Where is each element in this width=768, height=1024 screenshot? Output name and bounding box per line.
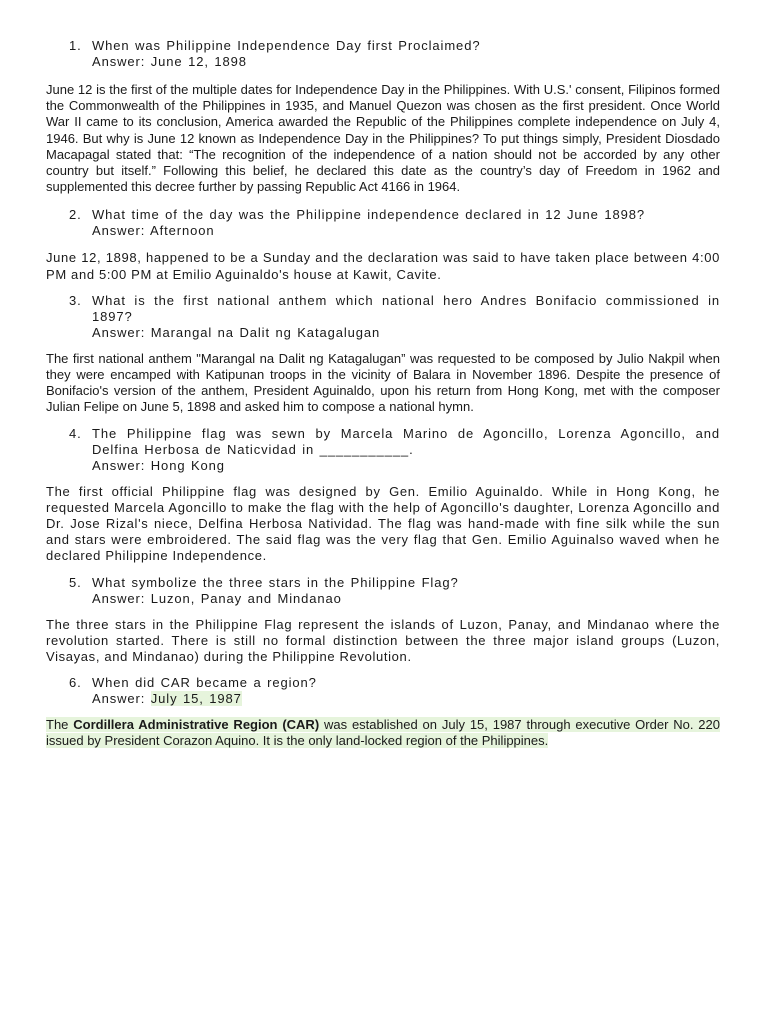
explanation-paragraph-6 bbox=[46, 717, 720, 749]
question-1 bbox=[46, 38, 720, 70]
explanation-paragraph-2: June 12, 1898, happened to be a Sunday and the declaration was said to have taken place between 4:00 PM and 5:00 PM at Emilio Aguinaldo's house at Kawit, Cavite. bbox=[46, 250, 720, 282]
answer-text: Answer: Hong Kong bbox=[92, 457, 225, 473]
question-text: When did CAR became a region? bbox=[92, 675, 317, 691]
explanation-paragraph-3: The first national anthem "Marangal na Dalit ng Katagalugan” was requested to be composed by Julio Nakpil when they were encamped with Katipunan troops in the vicinity of Balara in November 1896. Despite the presence of Bonifacio's version of the anthem, President Aguinaldo, upon his return from Hong Kong, met with the composer Julian Felipe on June 5, 1898 and asked him to compose a national hymn. bbox=[46, 350, 720, 415]
paragraph-lead: The bbox=[46, 717, 74, 733]
question-text: What symbolize the three stars in the Philippine Flag? bbox=[92, 574, 459, 590]
question-number: 6. bbox=[69, 675, 82, 691]
question-number: 4. bbox=[69, 425, 82, 441]
document-page bbox=[46, 38, 720, 750]
paragraph-bold-term: Cordillera Administrative Region (CAR) bbox=[73, 717, 320, 733]
answer-text: Answer: Marangal na Dalit ng Katagalugan bbox=[92, 324, 381, 340]
question-number: 1. bbox=[69, 38, 82, 53]
explanation-paragraph-4: The first official Philippine flag was designed by Gen. Emilio Aguinaldo. While in Hong Kong, he requested Marcela Agoncillo to make the flag with the help of Agoncillo's daughter, Lorenza Agoncillo and Dr. Jose Rizal's niece, Delfina Herbosa Natividad. The flag was hand-made with fine silk while the sun and stars were embroidered. The said flag was the very flag that Gen. Emilio Aguinalso waved when he declared Philippine Independence. bbox=[46, 483, 720, 564]
question-text: What time of the day was the Philippine independence declared in 12 June 1898? bbox=[92, 207, 645, 223]
question-6 bbox=[46, 675, 720, 707]
paragraph-rest: was established on July 15, 1987 through executive Order No. 220 issued by President Corazon Aquino. It is the only land-locked region of the Philippines. bbox=[46, 717, 721, 749]
question-text: What is the first national anthem which national hero Andres Bonifacio commissioned in 1897? bbox=[92, 292, 720, 324]
question-text: The Philippine flag was sewn by Marcela Marino de Agoncillo, Lorenza Agoncillo, and Delfina Herbosa de Naticvidad in ___________. bbox=[92, 425, 720, 457]
explanation-paragraph-1: June 12 is the first of the multiple dates for Independence Day in the Philippines. With U.S.' consent, Filipinos formed the Commonwealth of the Philippines in 1935, and Manuel Quezon was chosen as the first president. Once World War II came to its conclusion, America awarded the Republic of the Philippines complete independence on July 4, 1946. But why is June 12 known as Independence Day in the Philippines? To put things simply, President Diosdado Macapagal stated that: “The recognition of the independence of a nation should not be accorded by any other country but itself.” Following this belief, he declared this date as the country’s day of Freedom in 1962 and supplemented this decree further by passing Republic Act 4166 in 1964. bbox=[46, 82, 720, 195]
answer-line bbox=[92, 691, 720, 707]
answer-text: Answer: June 12, 1898 bbox=[92, 54, 247, 69]
question-3 bbox=[46, 293, 720, 341]
answer-text: Answer: Afternoon bbox=[92, 223, 215, 239]
answer-text: Answer: Luzon, Panay and Mindanao bbox=[92, 590, 342, 606]
question-number: 2. bbox=[69, 207, 82, 223]
question-4 bbox=[46, 426, 720, 474]
answer-highlight: July 15, 1987 bbox=[150, 691, 242, 707]
question-5 bbox=[46, 575, 720, 607]
question-text: When was Philippine Independence Day first Proclaimed? bbox=[92, 38, 481, 53]
question-2 bbox=[46, 207, 720, 239]
explanation-paragraph-5: The three stars in the Philippine Flag represent the islands of Luzon, Panay, and Mindanao where the revolution started. There is still no formal distinction between the three major island groups (Luzon, Visayas, and Mindanao) during the Philippine Revolution. bbox=[46, 616, 720, 665]
answer-prefix: Answer: bbox=[92, 691, 151, 707]
question-number: 5. bbox=[69, 574, 82, 590]
question-number: 3. bbox=[69, 292, 82, 308]
